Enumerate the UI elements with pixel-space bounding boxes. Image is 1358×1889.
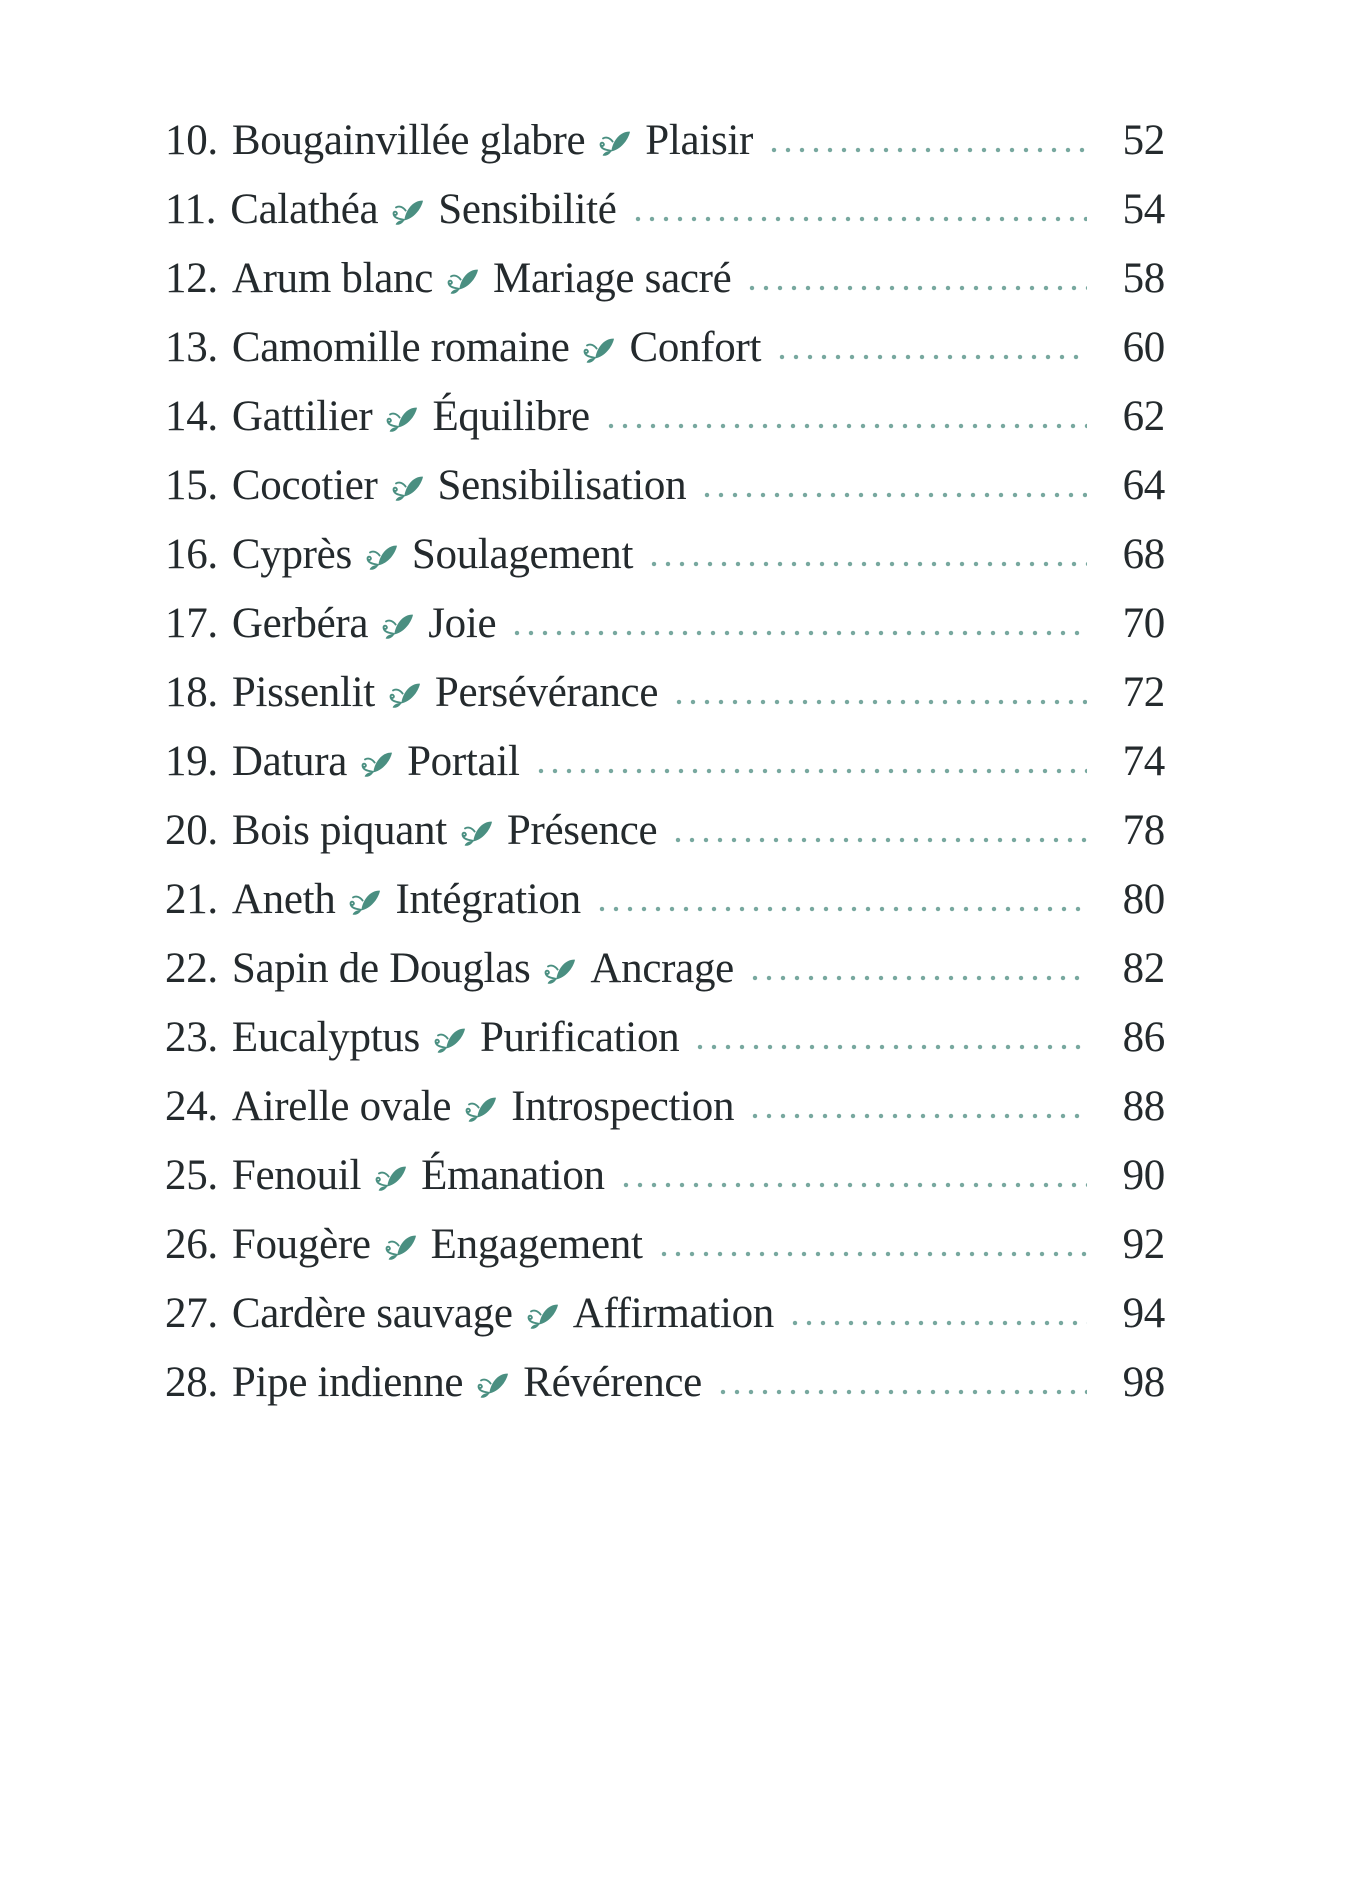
entry-label [165,1279,774,1348]
entry-label [165,934,734,1003]
dot-leader [689,1043,1087,1051]
fleuron-icon [460,817,494,847]
entry-flower-name: Bougainvillée glabre [231,117,586,164]
entry-page-number: 70 [1122,600,1165,647]
entry-flower-name: Bois piquant [231,807,447,854]
entry-number: 12. [165,255,218,302]
entry-number: 23. [165,1014,218,1061]
dot-leader [643,560,1087,568]
toc-entry[interactable] [165,1072,1165,1141]
dot-leader [668,698,1087,706]
toc-entry[interactable] [165,658,1165,727]
entry-label [165,313,761,382]
entry-number: 24. [165,1083,218,1130]
entry-number: 20. [165,807,218,854]
toc-entry[interactable] [165,382,1165,451]
entry-label [165,727,520,796]
entry-number: 14. [165,393,218,440]
toc-entry[interactable] [165,796,1165,865]
entry-page-number: 94 [1122,1290,1165,1337]
dot-leader [744,974,1087,982]
toc-list [165,106,1165,1417]
entry-page-number: 98 [1122,1359,1165,1406]
toc-entry[interactable] [165,520,1165,589]
fleuron-icon [582,334,616,364]
entry-flower-name: Fenouil [231,1152,362,1199]
entry-number: 26. [165,1221,218,1268]
toc-entry[interactable] [165,1003,1165,1072]
entry-number: 10. [165,117,218,164]
entry-number: 17. [165,600,218,647]
entry-label [165,865,581,934]
toc-entry[interactable] [165,244,1165,313]
entry-flower-name: Airelle ovale [231,1083,452,1130]
entry-label [165,1003,679,1072]
entry-flower-name: Gerbéra [231,600,369,647]
entry-meaning: Émanation [421,1152,605,1199]
fleuron-icon [388,679,422,709]
entry-label [165,382,590,451]
entry-meaning: Équilibre [432,393,590,440]
entry-page-number: 54 [1122,186,1165,233]
fleuron-icon [381,610,415,640]
toc-entry[interactable] [165,1348,1165,1417]
entry-meaning: Plaisir [645,117,754,164]
dot-leader [763,146,1087,154]
entry-number: 11. [165,186,217,233]
fleuron-icon [598,127,632,157]
entry-page-number: 86 [1122,1014,1165,1061]
entry-label [165,520,633,589]
entry-meaning: Ancrage [590,945,734,992]
entry-meaning: Engagement [430,1221,643,1268]
entry-number: 16. [165,531,218,578]
entry-page-number: 78 [1122,807,1165,854]
dot-leader [600,422,1087,430]
entry-label [165,1210,643,1279]
toc-entry[interactable] [165,589,1165,658]
entry-page-number: 90 [1122,1152,1165,1199]
toc-entry[interactable] [165,175,1165,244]
entry-meaning: Sensibilisation [437,462,687,509]
fleuron-icon [464,1093,498,1123]
fleuron-icon [360,748,394,778]
entry-number: 19. [165,738,218,785]
entry-label [165,1141,605,1210]
entry-page-number: 88 [1122,1083,1165,1130]
entry-flower-name: Sapin de Douglas [231,945,531,992]
entry-number: 21. [165,876,218,923]
entry-flower-name: Fougère [231,1221,371,1268]
entry-label [165,589,496,658]
fleuron-icon [391,196,425,226]
fleuron-icon [543,955,577,985]
entry-page-number: 64 [1122,462,1165,509]
entry-meaning: Intégration [395,876,581,923]
dot-leader [741,284,1087,292]
dot-leader [530,767,1087,775]
entry-label [165,658,658,727]
dot-leader [712,1388,1087,1396]
entry-flower-name: Pipe indienne [231,1359,464,1406]
entry-number: 22. [165,945,218,992]
entry-meaning: Soulagement [411,531,634,578]
entry-number: 18. [165,669,218,716]
entry-flower-name: Datura [231,738,348,785]
entry-meaning: Confort [629,324,762,371]
entry-flower-name: Cardère sauvage [231,1290,513,1337]
entry-flower-name: Arum blanc [231,255,434,302]
toc-entry[interactable] [165,727,1165,796]
entry-page-number: 60 [1122,324,1165,371]
entry-page-number: 72 [1122,669,1165,716]
entry-page-number: 68 [1122,531,1165,578]
fleuron-icon [433,1024,467,1054]
entry-number: 27. [165,1290,218,1337]
dot-leader [667,836,1087,844]
toc-entry[interactable] [165,313,1165,382]
entry-label [165,1072,734,1141]
entry-label [165,796,657,865]
entry-meaning: Affirmation [572,1290,774,1337]
fleuron-icon [526,1300,560,1330]
entry-label [165,106,753,175]
dot-leader [771,353,1087,361]
toc-entry[interactable] [165,106,1165,175]
fleuron-icon [365,541,399,571]
entry-flower-name: Calathéa [230,186,379,233]
fleuron-icon [374,1162,408,1192]
entry-page-number: 82 [1122,945,1165,992]
entry-number: 28. [165,1359,218,1406]
dot-leader [506,629,1087,637]
entry-flower-name: Eucalyptus [231,1014,420,1061]
toc-entry[interactable] [165,1141,1165,1210]
entry-meaning: Révérence [523,1359,702,1406]
entry-label [165,451,686,520]
dot-leader [591,905,1087,913]
entry-meaning: Mariage sacré [493,255,732,302]
entry-flower-name: Camomille romaine [231,324,570,371]
dot-leader [653,1250,1087,1258]
fleuron-icon [385,403,419,433]
dot-leader [627,215,1087,223]
dot-leader [696,491,1087,499]
fleuron-icon [348,886,382,916]
entry-flower-name: Cyprès [231,531,352,578]
toc-entry[interactable] [165,865,1165,934]
entry-meaning: Purification [479,1014,680,1061]
toc-entry[interactable] [165,1210,1165,1279]
toc-entry[interactable] [165,451,1165,520]
entry-number: 13. [165,324,218,371]
fleuron-icon [391,472,425,502]
entry-flower-name: Pissenlit [231,669,375,716]
entry-label [165,1348,702,1417]
toc-entry[interactable] [165,1279,1165,1348]
entry-number: 15. [165,462,218,509]
entry-page-number: 58 [1122,255,1165,302]
entry-flower-name: Aneth [231,876,336,923]
entry-flower-name: Gattilier [231,393,373,440]
fleuron-icon [476,1369,510,1399]
entry-page-number: 52 [1122,117,1165,164]
entry-number: 25. [165,1152,218,1199]
fleuron-icon [384,1231,418,1261]
entry-meaning: Portail [407,738,520,785]
entry-meaning: Introspection [511,1083,735,1130]
entry-meaning: Présence [506,807,658,854]
entry-meaning: Joie [428,600,497,647]
dot-leader [784,1319,1087,1327]
entry-label [165,244,731,313]
entry-page-number: 74 [1122,738,1165,785]
dot-leader [744,1112,1087,1120]
dot-leader [615,1181,1087,1189]
toc-entry[interactable] [165,934,1165,1003]
fleuron-icon [446,265,480,295]
entry-label [165,175,617,244]
entry-page-number: 80 [1122,876,1165,923]
entry-meaning: Persévérance [434,669,659,716]
entry-meaning: Sensibilité [438,186,617,233]
entry-flower-name: Cocotier [231,462,378,509]
entry-page-number: 92 [1122,1221,1165,1268]
entry-page-number: 62 [1122,393,1165,440]
